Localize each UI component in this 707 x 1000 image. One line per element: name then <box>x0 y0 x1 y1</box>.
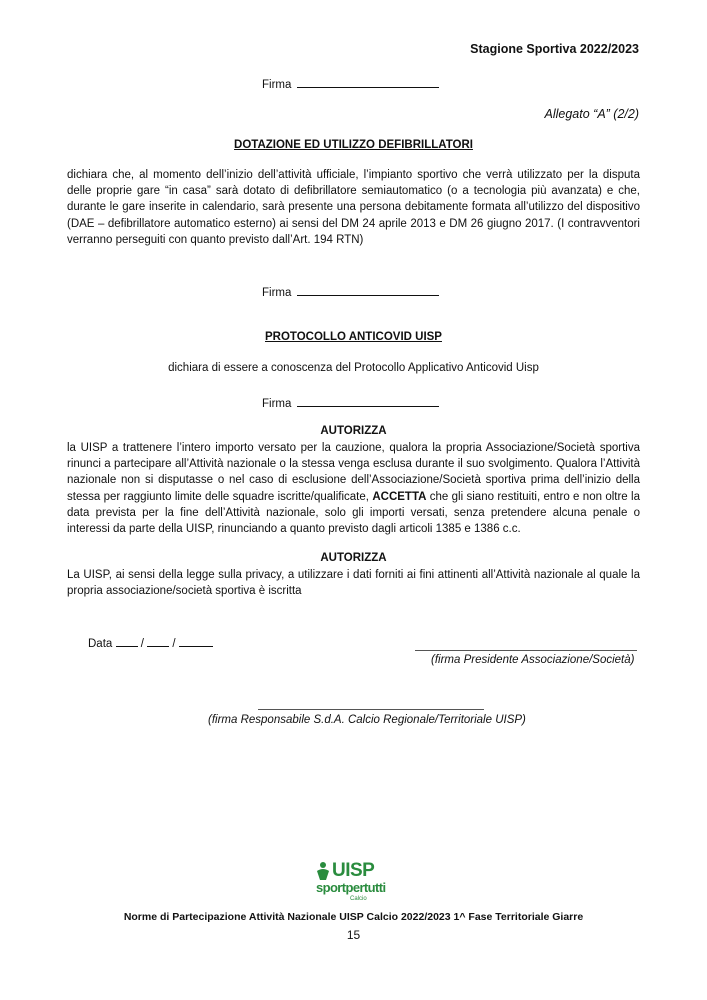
date-separator: / <box>140 638 144 650</box>
authorize-title-2: AUTORIZZA <box>320 552 387 564</box>
signature-line-1 <box>262 76 439 91</box>
authorize-text-1 <box>67 440 640 537</box>
signature-blank <box>297 76 439 88</box>
date-year-blank <box>179 636 213 647</box>
firma-label: Firma <box>262 398 292 410</box>
president-signature-line <box>415 649 637 651</box>
date-separator: / <box>172 638 176 650</box>
logo-tagline: sportpertutti <box>316 880 386 895</box>
date-field <box>88 636 213 650</box>
page-number: 15 <box>346 928 361 942</box>
anticovid-title: PROTOCOLLO ANTICOVID UISP <box>265 331 442 343</box>
date-day-blank <box>116 636 138 647</box>
logo-sub: Calcio <box>350 896 367 902</box>
signature-blank <box>297 284 439 296</box>
season-header: Stagione Sportiva 2022/2023 <box>470 42 639 56</box>
authorize-text-2: La UISP, ai sensi della legge sulla privacy, a utilizzare i dati forniti ai fini attinenti all’Attività nazionale al quale la propria associazione/società sportiva è iscritta <box>67 569 640 598</box>
defibrillator-text: dichiara che, al momento dell’inizio dell’attività ufficiale, l’impianto sportivo che verrà utilizzato per la disputa delle proprie gare “in casa” sarà dotato di defibrillatore semiautomatico (o a tecnologia più avanzata) e che, durante le gare inserite in calendario, sarà presente una persona debitamente formata all’utilizzo del dispositivo (DAE – defibrillatore automatico esterno) ai sensi del DM 24 aprile 2013 e DM 26 giugno 2017. (I contravventori verranno perseguiti con quanto previsto dall’Art. 194 RTN) <box>67 169 640 246</box>
authorize-text-1-part-a: la UISP a trattenere l’intero importo versato per la cauzione, qualora la propria Associazione/Società sportiva rinunci a partecipare all’Attività nazionale o la stessa venga esclusa durante il suo svolgimento. Qualora l’Attività nazionale non si disputasse o nel caso di esclusione dell’Associazione/Società sportiva prima dell’inizio della stessa per raggiunto limite delle squadre iscritte/qualificate, <box>67 442 640 503</box>
accetta-bold: ACCETTA <box>372 490 427 503</box>
logo-brand: UISP <box>332 860 375 881</box>
date-month-blank <box>147 636 169 647</box>
signature-line-3 <box>262 395 439 410</box>
firma-label: Firma <box>262 79 292 91</box>
signature-line-2 <box>262 284 439 299</box>
uisp-logo <box>314 860 396 904</box>
anticovid-text: dichiara di essere a conoscenza del Protocollo Applicativo Anticovid Uisp <box>168 362 539 374</box>
defibrillator-title: DOTAZIONE ED UTILIZZO DEFIBRILLATORI <box>234 139 473 151</box>
allegato-label: Allegato “A” (2/2) <box>544 107 639 121</box>
uisp-figure-icon <box>314 861 332 881</box>
firma-label: Firma <box>262 287 292 299</box>
footer-text: Norme di Partecipazione Attività Nazionale UISP Calcio 2022/2023 1^ Fase Territoriale Giarre <box>123 911 584 923</box>
authorize-title-1: AUTORIZZA <box>320 425 387 437</box>
responsible-signature-line <box>258 708 484 710</box>
authorize-text-1-part-b: che gli siano restituiti, entro e non oltre la data prevista per la fine dell’Attività nazionale, solo gli importi versati, senza pretendere alcuna penale o interessi da parte della UISP, rinunciando a quanto previsto dagli articoli 1385 e 1386 c.c. <box>67 490 640 536</box>
signature-blank <box>297 395 439 407</box>
date-label: Data <box>88 638 113 650</box>
president-signature-caption: (firma Presidente Associazione/Società) <box>431 654 635 666</box>
responsible-signature-caption: (firma Responsabile S.d.A. Calcio Regionale/Territoriale UISP) <box>208 714 526 726</box>
